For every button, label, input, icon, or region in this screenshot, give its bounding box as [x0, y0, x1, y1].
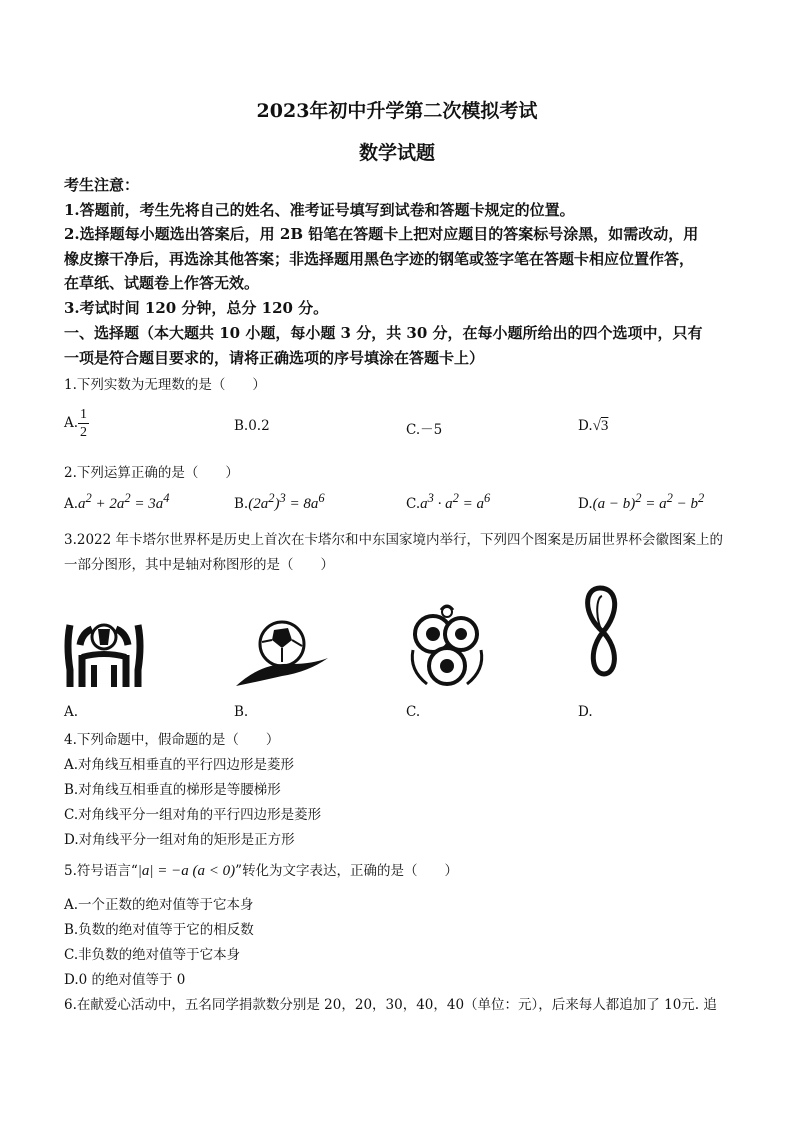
section-heading-cont: 一项是符合题目要求的，请将正确选项的序号填涂在答题卡上） [64, 349, 485, 367]
q4-option-b: B.对角线互相垂直的梯形是等腰梯形 [64, 782, 281, 798]
question-2-stem: 2.下列运算正确的是（ ） [64, 465, 239, 481]
notice-item: 3.考试时间 120 分钟，总分 120 分。 [64, 299, 329, 317]
question-6-stem: 6.在献爱心活动中，五名同学捐款数分别是 20，20，30，40，40（单位：元），后来每人都追加了 10元. 追 [64, 997, 717, 1013]
q2-option-c [406, 491, 490, 513]
notice-item: 在草纸、试题卷上作答无效。 [64, 274, 260, 292]
emblem-figure-b [232, 612, 332, 694]
question-3-stem-cont: 一部分图形，其中是轴对称图形的是（ ） [64, 557, 334, 573]
option-label: A. [64, 415, 79, 431]
q2-option-d [578, 491, 704, 513]
radicand: 3 [600, 418, 609, 434]
math-expression: $a^2 + 2a^2 = 3a^4$ [78, 491, 170, 512]
q4-option-c: C.对角线平分一组对角的平行四边形是菱形 [64, 807, 322, 823]
q1-option-d [578, 418, 608, 435]
question-4-stem: 4.下列命题中，假命题的是（ ） [64, 732, 280, 748]
fraction [78, 406, 89, 441]
page-title: 2023年初中升学第二次模拟考试 [256, 100, 538, 122]
q3-option-a: A. [64, 704, 79, 720]
q5-option-a: A.一个正数的绝对值等于它本身 [64, 897, 254, 913]
q1-option-c: C.－5 [406, 422, 443, 438]
q5-option-d: D.0 的绝对值等于 0 [64, 972, 186, 988]
math-expression: |a| = −a (a < 0) [137, 863, 236, 879]
page-subtitle: 数学试题 [358, 142, 435, 164]
fraction-denominator: 2 [80, 425, 88, 440]
notice-item: 2.选择题每小题选出答案后，用 2B 铅笔在答题卡上把对应题目的答案标号涂黑，如需改动，用 [64, 225, 699, 243]
q5-option-b: B.负数的绝对值等于它的相反数 [64, 922, 254, 938]
math-expression: $(a - b)^2 = a^2 - b^2$ [592, 491, 705, 512]
q4-option-a: A.对角线互相垂直的平行四边形是菱形 [64, 757, 295, 773]
q5-option-c: C.非负数的绝对值等于它本身 [64, 947, 241, 963]
notice-item: 橡皮擦干净后，再选涂其他答案；非选择题用黑色字迹的钢笔或签字笔在答题卡相应位置作答， [64, 250, 695, 268]
emblem-figure-d [578, 584, 628, 680]
q1-option-a [64, 406, 89, 441]
question-3-stem: 3.2022 年卡塔尔世界杯是历史上首次在卡塔尔和中东国家境内举行，下列四个图案是历届世界杯会徽图案上的 [64, 532, 724, 548]
q2-option-a [64, 491, 170, 513]
open-quote: “ [130, 863, 138, 879]
option-label: C. [406, 496, 421, 512]
q2-option-b [234, 491, 325, 513]
notice-item: 1.答题前，考生先将自己的姓名、准考证号填写到试卷和答题卡规定的位置。 [64, 201, 575, 219]
option-label: D. [578, 496, 593, 512]
close-quote: ” [235, 863, 243, 879]
q3-option-d: D. [578, 704, 593, 720]
math-expression: $a^3 \cdot a^2 = a^6$ [420, 491, 491, 512]
option-label: A. [64, 496, 79, 512]
fraction-numerator: 1 [80, 407, 88, 422]
q4-option-d: D.对角线平分一组对角的矩形是正方形 [64, 832, 295, 848]
section-heading: 一、选择题（本大题共 10 小题，每小题 3 分，共 30 分，在每小题所给出的四个选项中，只有 [64, 324, 703, 342]
stem-text: 转化为文字表达，正确的是（ ） [242, 863, 459, 879]
q3-option-c: C. [406, 704, 421, 720]
math-expression: $(2a^2)^3 = 8a^6$ [248, 491, 325, 512]
stem-text: 5.符号语言 [64, 863, 131, 879]
emblem-figure-c [405, 600, 489, 692]
q3-option-b: B. [234, 704, 249, 720]
option-label: D. [578, 418, 593, 434]
sqrt-expression: √3 [592, 418, 609, 434]
q1-option-b: B.0.2 [234, 418, 270, 434]
emblem-figure-a [64, 615, 144, 695]
notice-heading: 考生注意： [64, 176, 140, 194]
question-5-stem [64, 859, 458, 880]
option-label: B. [234, 496, 249, 512]
question-1-stem: 1.下列实数为无理数的是（ ） [64, 377, 266, 393]
